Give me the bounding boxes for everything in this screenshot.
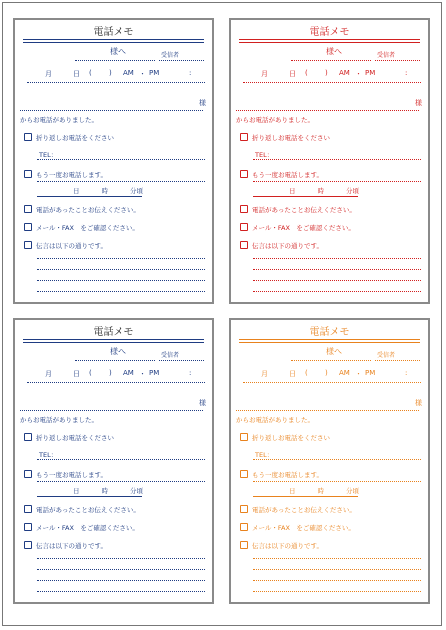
recipient-line[interactable] xyxy=(291,360,371,361)
recall-day: 日 xyxy=(73,487,80,495)
recall-hour: 時 xyxy=(101,487,108,495)
option-mail-fax[interactable]: メール・FAX をご確認ください。 xyxy=(240,523,355,532)
title-rule-thin xyxy=(239,342,420,343)
ampm-separator: ・ xyxy=(355,370,362,378)
datetime-line xyxy=(243,382,421,383)
am-label: AM xyxy=(339,369,350,377)
checkbox[interactable] xyxy=(24,241,32,249)
received-by-label: 受信者 xyxy=(161,52,180,59)
option-tell[interactable]: 電話があったことお伝えください。 xyxy=(24,205,140,214)
caller-suffix: 様 xyxy=(415,399,422,407)
paren-close: ) xyxy=(325,69,328,77)
recall-minute: 分頃 xyxy=(346,487,359,495)
paren-close: ) xyxy=(109,69,112,77)
message-line[interactable] xyxy=(253,558,421,559)
option-callback[interactable]: 折り返しお電話をください xyxy=(240,133,330,142)
checkbox[interactable] xyxy=(24,133,32,141)
title-rule-thin xyxy=(239,42,420,43)
message-line[interactable] xyxy=(253,591,421,592)
month-label: 月 xyxy=(261,370,268,378)
paren-open: ( xyxy=(305,369,308,377)
recall-datetime xyxy=(289,486,381,495)
recipient-suffix: 様へ xyxy=(326,47,342,56)
recall-day: 日 xyxy=(289,187,296,195)
time-colon: : xyxy=(405,369,408,377)
intro-text: からお電話がありました。 xyxy=(20,416,98,424)
recall-line xyxy=(37,481,205,482)
option-message[interactable]: 伝言は以下の通りです。 xyxy=(24,541,107,550)
tel-label: TEL： xyxy=(39,151,58,159)
recall-datetime xyxy=(73,486,165,495)
checkbox[interactable] xyxy=(24,433,32,441)
option-tell[interactable]: 電話があったことお伝えください。 xyxy=(24,505,140,514)
day-label: 日 xyxy=(289,70,296,78)
recall-datetime-line[interactable] xyxy=(37,196,142,197)
checkbox[interactable] xyxy=(24,505,32,513)
checkbox[interactable] xyxy=(24,205,32,213)
checkbox[interactable] xyxy=(240,523,248,531)
option-message[interactable]: 伝言は以下の通りです。 xyxy=(240,541,323,550)
recipient-line[interactable] xyxy=(75,360,155,361)
received-by-line[interactable] xyxy=(159,60,204,61)
recipient-line[interactable] xyxy=(291,60,371,61)
received-by-label: 受信者 xyxy=(161,352,180,359)
message-line[interactable] xyxy=(253,580,421,581)
intro-text: からお電話がありました。 xyxy=(236,116,314,124)
caller-suffix: 様 xyxy=(415,99,422,107)
memo-title: 電話メモ xyxy=(309,327,350,338)
message-line[interactable] xyxy=(37,558,205,559)
recall-day: 日 xyxy=(289,487,296,495)
tel-label: TEL： xyxy=(39,451,58,459)
recall-hour: 時 xyxy=(101,187,108,195)
option-callback[interactable]: 折り返しお電話をください xyxy=(240,433,330,442)
paren-close: ) xyxy=(109,369,112,377)
recall-line xyxy=(37,181,205,182)
pm-label: PM xyxy=(149,69,160,77)
message-line[interactable] xyxy=(37,569,205,570)
caller-line[interactable] xyxy=(236,410,419,411)
phone-memo-card xyxy=(229,318,430,604)
tel-label: TEL： xyxy=(255,151,274,159)
message-line[interactable] xyxy=(37,291,205,292)
checkbox[interactable] xyxy=(24,470,32,478)
memo-title: 電話メモ xyxy=(93,327,134,338)
option-tell[interactable]: 電話があったことお伝えください。 xyxy=(240,205,356,214)
message-line[interactable] xyxy=(253,269,421,270)
am-label: AM xyxy=(123,369,134,377)
option-message[interactable]: 伝言は以下の通りです。 xyxy=(24,241,107,250)
caller-line[interactable] xyxy=(20,410,203,411)
recipient-suffix: 様へ xyxy=(326,347,342,356)
option-mail-fax[interactable]: メール・FAX をご確認ください。 xyxy=(24,223,139,232)
message-line[interactable] xyxy=(253,569,421,570)
paren-open: ( xyxy=(89,69,92,77)
message-line[interactable] xyxy=(253,258,421,259)
memo-title: 電話メモ xyxy=(309,27,350,38)
intro-text: からお電話がありました。 xyxy=(20,116,98,124)
tel-line[interactable] xyxy=(37,159,205,160)
month-label: 月 xyxy=(261,70,268,78)
am-label: AM xyxy=(123,69,134,77)
checkbox[interactable] xyxy=(24,223,32,231)
title-rule xyxy=(239,339,420,340)
message-line[interactable] xyxy=(37,591,205,592)
checkbox[interactable] xyxy=(24,523,32,531)
checkbox[interactable] xyxy=(240,470,248,478)
paren-open: ( xyxy=(305,69,308,77)
recall-datetime xyxy=(289,186,381,195)
tel-line[interactable] xyxy=(37,459,205,460)
paren-open: ( xyxy=(89,369,92,377)
tel-line[interactable] xyxy=(253,159,421,160)
caller-line[interactable] xyxy=(20,110,203,111)
checkbox[interactable] xyxy=(240,241,248,249)
title-rule xyxy=(23,339,204,340)
month-label: 月 xyxy=(45,70,52,78)
checkbox[interactable] xyxy=(240,223,248,231)
memo-title: 電話メモ xyxy=(93,27,134,38)
ampm-separator: ・ xyxy=(139,70,146,78)
pm-label: PM xyxy=(365,369,376,377)
tel-line[interactable] xyxy=(253,459,421,460)
caller-suffix: 様 xyxy=(199,399,206,407)
message-line[interactable] xyxy=(37,280,205,281)
datetime-line xyxy=(27,382,205,383)
checkbox[interactable] xyxy=(240,505,248,513)
recall-datetime xyxy=(73,186,165,195)
checkbox[interactable] xyxy=(24,541,32,549)
datetime-line xyxy=(243,82,421,83)
am-label: AM xyxy=(339,69,350,77)
ampm-separator: ・ xyxy=(355,70,362,78)
received-by-line[interactable] xyxy=(375,360,420,361)
option-callback[interactable]: 折り返しお電話をください xyxy=(24,133,114,142)
recall-minute: 分頃 xyxy=(130,487,143,495)
ampm-separator: ・ xyxy=(139,370,146,378)
checkbox[interactable] xyxy=(240,433,248,441)
tel-label: TEL： xyxy=(255,451,274,459)
received-by-line[interactable] xyxy=(159,360,204,361)
option-mail-fax[interactable]: メール・FAX をご確認ください。 xyxy=(24,523,139,532)
recipient-suffix: 様へ xyxy=(110,47,126,56)
message-line[interactable] xyxy=(37,269,205,270)
checkbox[interactable] xyxy=(24,170,32,178)
recall-line xyxy=(253,181,421,182)
message-line[interactable] xyxy=(253,291,421,292)
day-label: 日 xyxy=(73,70,80,78)
pm-label: PM xyxy=(149,369,160,377)
day-label: 日 xyxy=(73,370,80,378)
datetime-line xyxy=(27,82,205,83)
option-recall[interactable]: もう一度お電話します。 xyxy=(24,170,107,179)
day-label: 日 xyxy=(289,370,296,378)
caller-suffix: 様 xyxy=(199,99,206,107)
time-colon: : xyxy=(189,69,192,77)
option-recall[interactable]: もう一度お電話します。 xyxy=(240,170,323,179)
time-colon: : xyxy=(189,369,192,377)
checkbox[interactable] xyxy=(240,541,248,549)
received-by-label: 受信者 xyxy=(377,52,396,59)
recall-minute: 分頃 xyxy=(130,187,143,195)
recipient-line[interactable] xyxy=(75,60,155,61)
title-rule xyxy=(23,39,204,40)
caller-line[interactable] xyxy=(236,110,419,111)
message-line[interactable] xyxy=(37,580,205,581)
paren-close: ) xyxy=(325,369,328,377)
message-line[interactable] xyxy=(253,280,421,281)
checkbox[interactable] xyxy=(240,133,248,141)
option-recall[interactable]: もう一度お電話します。 xyxy=(24,470,107,479)
month-label: 月 xyxy=(45,370,52,378)
option-mail-fax[interactable]: メール・FAX をご確認ください。 xyxy=(240,223,355,232)
message-line[interactable] xyxy=(37,258,205,259)
intro-text: からお電話がありました。 xyxy=(236,416,314,424)
received-by-label: 受信者 xyxy=(377,352,396,359)
phone-memo-card xyxy=(13,318,214,604)
option-tell[interactable]: 電話があったことお伝えください。 xyxy=(240,505,356,514)
recall-line xyxy=(253,481,421,482)
option-message[interactable]: 伝言は以下の通りです。 xyxy=(240,241,323,250)
recall-day: 日 xyxy=(73,187,80,195)
recall-datetime-line[interactable] xyxy=(253,496,358,497)
pm-label: PM xyxy=(365,69,376,77)
recall-hour: 時 xyxy=(317,487,324,495)
time-colon: : xyxy=(405,69,408,77)
checkbox[interactable] xyxy=(240,170,248,178)
phone-memo-card xyxy=(229,18,430,304)
phone-memo-card xyxy=(13,18,214,304)
recall-hour: 時 xyxy=(317,187,324,195)
checkbox[interactable] xyxy=(240,205,248,213)
recipient-suffix: 様へ xyxy=(110,347,126,356)
title-rule xyxy=(239,39,420,40)
recall-minute: 分頃 xyxy=(346,187,359,195)
option-recall[interactable]: もう一度お電話します。 xyxy=(240,470,323,479)
option-callback[interactable]: 折り返しお電話をください xyxy=(24,433,114,442)
title-rule-thin xyxy=(23,42,204,43)
title-rule-thin xyxy=(23,342,204,343)
recall-datetime-line[interactable] xyxy=(37,496,142,497)
recall-datetime-line[interactable] xyxy=(253,196,358,197)
received-by-line[interactable] xyxy=(375,60,420,61)
